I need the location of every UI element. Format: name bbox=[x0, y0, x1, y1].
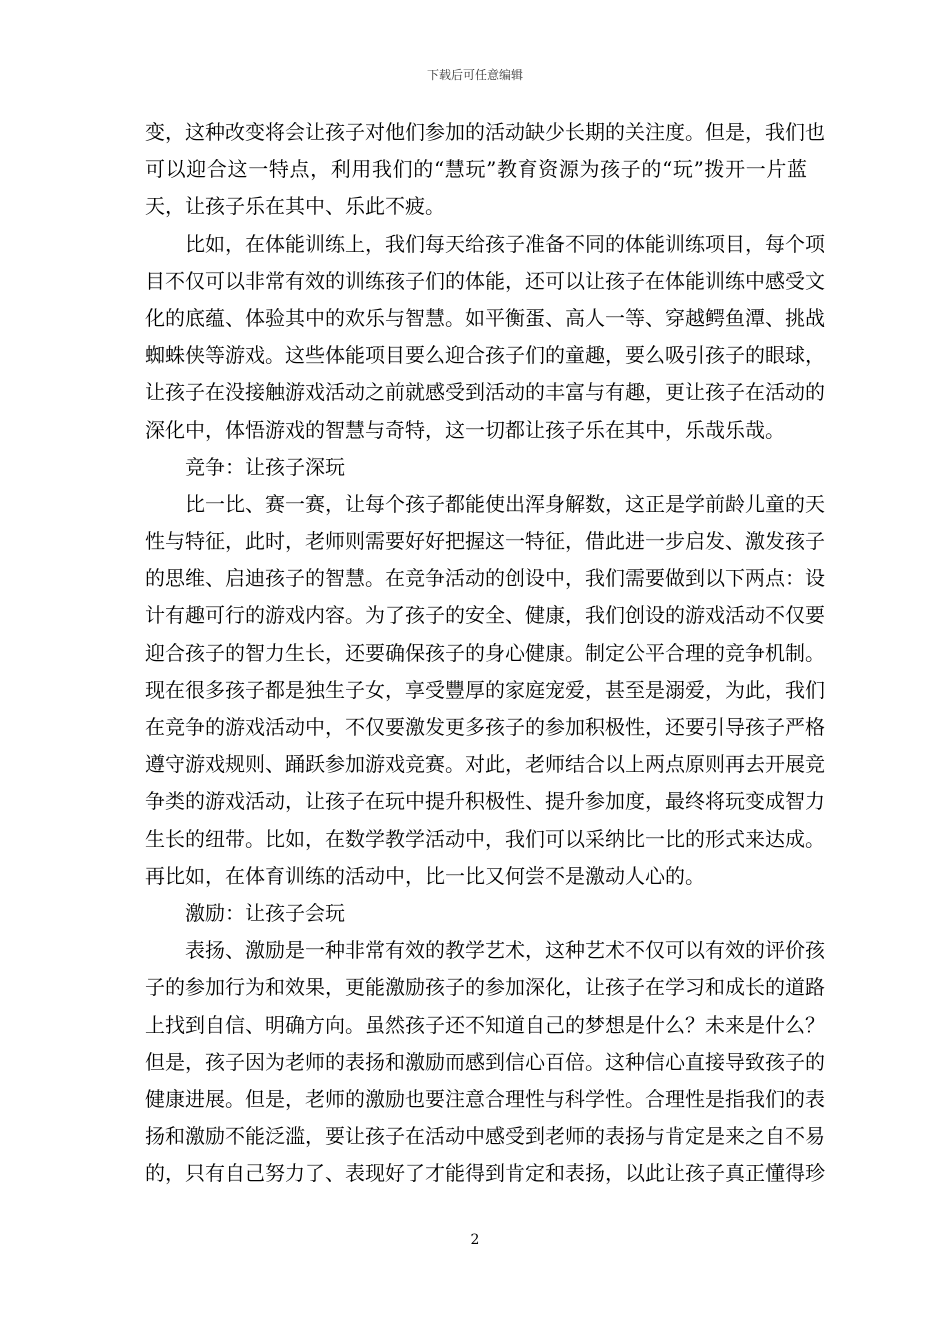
paragraph-line: 表扬、激励是一种非常有效的教学艺术，这种艺术不仅可以有效的评价孩 bbox=[185, 938, 825, 963]
paragraph-line: 比如，在体能训练上，我们每天给孩子准备不同的体能训练项目，每个项 bbox=[185, 231, 825, 256]
paragraph-line: 深化中，体悟游戏的智慧与奇特，这一切都让孩子乐在其中，乐哉乐哉。 bbox=[145, 417, 785, 442]
paragraph-line: 扬和激励不能泛滥，要让孩子在活动中感受到老师的表扬与肯定是来之自不易 bbox=[145, 1124, 825, 1149]
paragraph-line: 蜘蛛侠等游戏。这些体能项目要么迎合孩子们的童趣，要么吸引孩子的眼球， bbox=[145, 343, 825, 368]
paragraph-line: 化的底蕴、体验其中的欢乐与智慧。如平衡蛋、高人一等、穿越鳄鱼潭、挑战 bbox=[145, 305, 825, 330]
paragraph-line: 性与特征，此时，老师则需要好好把握这一特征，借此进一步启发、激发孩子 bbox=[145, 529, 825, 554]
paragraph-line: 可以迎合这一特点，利用我们的“慧玩”教育资源为孩子的“玩”拨开一片蓝 bbox=[145, 157, 807, 182]
paragraph-line: 但是，孩子因为老师的表扬和激励而感到信心百倍。这种信心直接导致孩子的 bbox=[145, 1049, 825, 1074]
paragraph-line: 比一比、赛一赛，让每个孩子都能使出浑身解数，这正是学前龄儿童的天 bbox=[185, 491, 825, 516]
paragraph-line: 变，这种改变将会让孩子对他们参加的活动缺少长期的关注度。但是，我们也 bbox=[145, 120, 825, 144]
paragraph-line: 让孩子在没接触游戏活动之前就感受到活动的丰富与有趣，更让孩子在活动的 bbox=[145, 380, 825, 405]
paragraph bbox=[145, 114, 825, 226]
paragraph-line: 计有趣可行的游戏内容。为了孩子的安全、健康，我们创设的游戏活动不仅要 bbox=[145, 603, 825, 628]
paragraph bbox=[145, 226, 825, 449]
paragraph-line: 争类的游戏活动，让孩子在玩中提升积极性、提升参加度，最终将玩变成智力 bbox=[145, 789, 825, 814]
document-body bbox=[145, 114, 825, 1192]
paragraph-line: 的思维、启迪孩子的智慧。在竞争活动的创设中，我们需要做到以下两点：设 bbox=[145, 566, 825, 591]
paragraph-line: 遵守游戏规则、踊跃参加游戏竞赛。对此，老师结合以上两点原则再去开展竞 bbox=[145, 752, 825, 777]
paragraph-line: 目不仅可以非常有效的训练孩子们的体能，还可以让孩子在体能训练中感受文 bbox=[145, 268, 825, 293]
section-heading bbox=[145, 895, 807, 932]
paragraph-line: 迎合孩子的智力生长，还要确保孩子的身心健康。制定公平合理的竞争机制。 bbox=[145, 640, 825, 665]
paragraph-line: 的，只有自己努力了、表现好了才能得到肯定和表扬，以此让孩子真正懂得珍 bbox=[145, 1161, 825, 1186]
paragraph-line: 天，让孩子乐在其中、乐此不疲。 bbox=[145, 194, 445, 219]
section-heading bbox=[145, 449, 807, 486]
heading-text: 竞争：让孩子深玩 bbox=[185, 454, 345, 479]
heading-text: 激励：让孩子会玩 bbox=[185, 900, 345, 925]
paragraph bbox=[145, 932, 825, 1192]
paragraph-line: 健康进展。但是，老师的激励也要注意合理性与科学性。合理性是指我们的表 bbox=[145, 1086, 825, 1111]
paragraph-line: 生长的纽带。比如，在数学教学活动中，我们可以采纳比一比的形式来达成。 bbox=[145, 826, 825, 851]
paragraph-line: 再比如，在体育训练的活动中，比一比又何尝不是激动人心的。 bbox=[145, 863, 705, 888]
paragraph-line: 现在很多孩子都是独生子女，享受豐厚的家庭宠爱，甚至是溺爱，为此，我们 bbox=[145, 677, 825, 702]
page-header: 下载后可任意编辑 bbox=[426, 68, 523, 82]
paragraph-line: 子的参加行为和效果，更能激励孩子的参加深化，让孩子在学习和成长的道路 bbox=[145, 975, 825, 1000]
page-number: 2 bbox=[470, 1232, 480, 1248]
paragraph bbox=[145, 486, 825, 895]
paragraph-line: 上找到自信、明确方向。虽然孩子还不知道自己的梦想是什么？未来是什么？ bbox=[145, 1012, 825, 1037]
paragraph-line: 在竞争的游戏活动中，不仅要激发更多孩子的参加积极性，还要引导孩子严格 bbox=[145, 715, 825, 739]
